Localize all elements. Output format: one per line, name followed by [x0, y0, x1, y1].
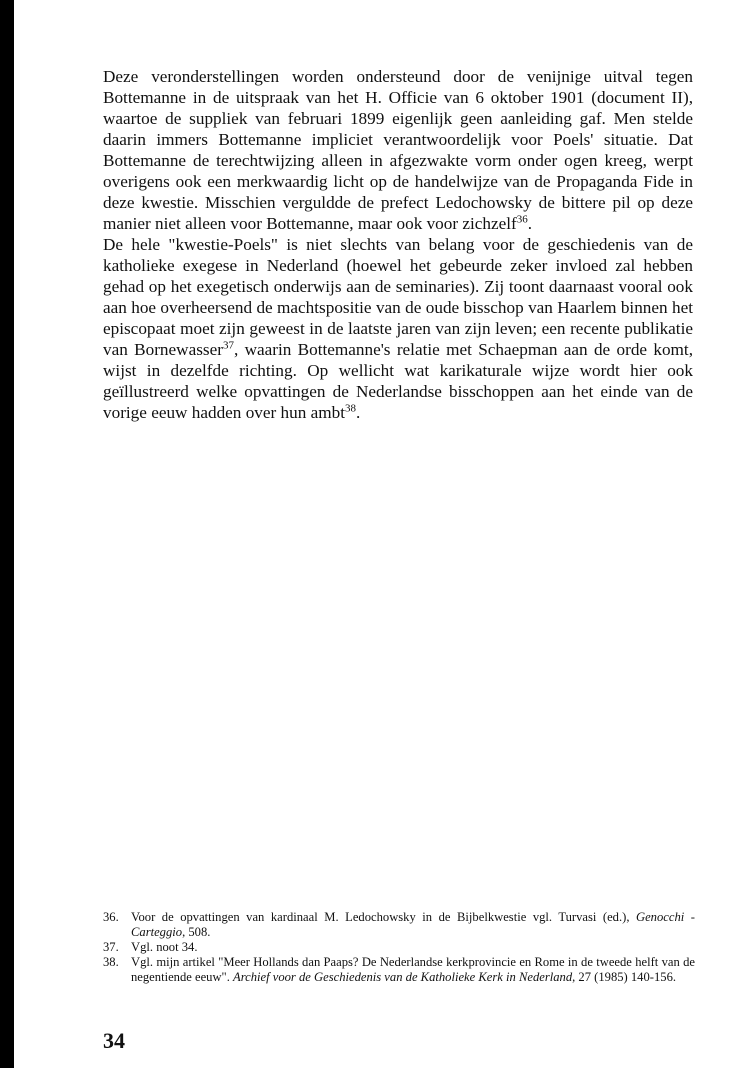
paragraph-2-end: . — [355, 403, 361, 422]
footnote-36 — [103, 910, 695, 940]
paragraph-2-text-b: , waarin Bottemanne's relatie met Schaepman aan de orde komt, wijst in dezelfde richting. Op wellicht wat karikaturale wijze wordt hier ook geïllustreerd welke opvattingen de Nederlandse bisschoppen aan het einde van de vorige eeuw hadden over hun ambt — [103, 340, 694, 422]
page-number: 34 — [103, 1028, 125, 1053]
footnote-text — [131, 910, 695, 940]
paragraph-2 — [103, 234, 693, 423]
footnote-text-part: Vgl. noot 34. — [131, 940, 198, 954]
footnote-title-italic: Genocchi - Carteggio — [131, 910, 695, 939]
footnote-ref-36: 36 — [516, 213, 528, 226]
footnote-37 — [103, 940, 695, 955]
footnote-number: 37. — [103, 940, 119, 954]
footnote-title-italic: Archief voor de Geschiedenis van de Katholieke Kerk in Nederland — [233, 970, 573, 984]
scan-left-edge — [0, 0, 14, 1068]
footnote-38 — [103, 955, 695, 985]
paragraph-2-text-a: De hele "kwestie-Poels" is niet slechts van belang voor de geschiedenis van de katholieke exegese in Nederland (hoewel het gebeurde zeker invloed zal hebben gehad op het exegetisch onderwijs aan de seminaries). Zij toont daarnaast vooral ook aan hoe overheersend de machtspositie van de oude bisschop van Haarlem binnen het episcopaat moet zijn geweest in de laatste jaren van zijn leven; een recente publikatie van Bornewasser — [103, 235, 693, 359]
paragraph-1 — [103, 66, 693, 234]
footnote-number: 38. — [103, 955, 119, 969]
paragraph-1-text: Deze veronderstellingen worden ondersteund door de venijnige uitval tegen Bottemanne in de uitspraak van het H. Officie van 6 oktober 1901 (document II), waartoe de suppliek van februari 1899 eigenlijk geen aanleiding gaf. Men stelde daarin immers Bottemanne impliciet verantwoordelijk voor Poels' situatie. Dat Bottemanne de terechtwijzing alleen in afgezwakte vorm onder ogen kreeg, werpt overigens ook een merkwaardig licht op de handelwijze van de Propaganda Fide in deze kwestie. Misschien verguldde de prefect Ledochowsky de bittere pil op deze manier niet alleen voor Bottemanne, maar ook voor zichzelf — [103, 67, 693, 233]
footnote-text-end: , 508. — [182, 925, 211, 939]
footnotes — [103, 910, 695, 985]
footnote-ref-37: 37 — [222, 339, 234, 352]
footnote-text — [131, 955, 695, 985]
footnote-text-part: Voor de opvattingen van kardinaal M. Ledochowsky in de Bijbelkwestie vgl. Turvasi (ed.), — [131, 910, 636, 924]
footnote-number: 36. — [103, 910, 119, 924]
footnote-text — [131, 940, 695, 955]
body-text — [103, 66, 693, 423]
footnote-text-end: , 27 (1985) 140-156. — [572, 970, 677, 984]
paragraph-1-end: . — [527, 214, 533, 233]
footnote-text-part: Vgl. mijn artikel "Meer Hollands dan Paaps? De Nederlandse kerkprovincie en Rome in de tweede helft van de negentiende eeuw". — [131, 955, 695, 984]
footnote-ref-38: 38 — [344, 402, 356, 415]
